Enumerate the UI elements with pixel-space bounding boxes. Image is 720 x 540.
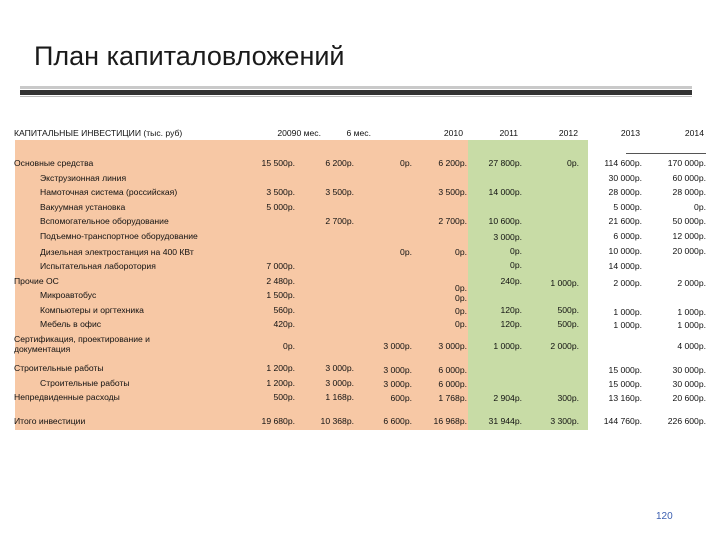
table-cell: 2 000р. [613, 278, 642, 288]
row-label: Основные средства [14, 158, 94, 168]
row-label: Подъемно-транспортное оборудование [40, 231, 198, 241]
table-cell: 120р. [500, 305, 522, 315]
table-cell: 2 000р. [550, 341, 579, 351]
row-label: Вспомогательное оборудование [40, 216, 169, 226]
table-cell: 114 600р. [604, 158, 642, 168]
column-header: 2011 [499, 128, 518, 138]
table-cell: 144 760р. [603, 416, 642, 426]
table-cell: 1 000р. [677, 307, 706, 317]
table-cell: 170 000р. [667, 158, 706, 168]
table-cell: 6 000р. [438, 379, 467, 389]
table-cell: 60 000р. [672, 173, 706, 183]
table-cell: 3 500р. [438, 187, 467, 197]
table-cell: 21 600р. [608, 216, 642, 226]
table-cell: 0р. [455, 283, 467, 293]
table-cell: 600р. [390, 393, 412, 403]
table-cell: 20 000р. [672, 246, 706, 256]
page-number: 120 [656, 511, 673, 522]
row-label: Испытательная лаборотория [40, 261, 156, 271]
table-cell: 420р. [273, 319, 295, 329]
column-header: 2012 [558, 128, 578, 138]
table-cell: 3 500р. [325, 187, 354, 197]
table-cell: 19 680р. [261, 416, 295, 426]
table-cell: 12 000р. [672, 231, 706, 241]
row-label: Строительные работы [40, 378, 130, 388]
table-cell: 16 968р. [433, 416, 467, 426]
table-cell: 226 600р. [667, 416, 706, 426]
table-cell: 50 000р. [672, 216, 706, 226]
table-cell: 3 500р. [266, 187, 295, 197]
table-cell: 20 600р. [672, 393, 706, 403]
column-header: 20090 мес. [277, 128, 321, 138]
table-cell: 6 200р. [325, 158, 354, 168]
table-cell: 500р. [557, 305, 579, 315]
table-cell: 120р. [500, 319, 522, 329]
title-rule-light [20, 86, 692, 89]
table-cell: 1 168р. [325, 392, 354, 402]
row-label: Непредвиденные расходы [14, 392, 120, 402]
row-label: Вакуумная установка [40, 202, 126, 212]
row-label: Намоточная система (российская) [40, 187, 178, 197]
table-cell: 0р. [400, 247, 412, 257]
table-cell: 500р. [273, 392, 295, 402]
table-cell: 300р. [557, 393, 579, 403]
table-cell: 10 600р. [488, 216, 522, 226]
table-cell: 1 500р. [266, 290, 295, 300]
page-title: План капиталовложений [34, 41, 345, 71]
row-label: Сертификация, проектирование и документация [14, 334, 150, 354]
table-cell: 6 000р. [438, 365, 467, 375]
table-cell: 3 000р. [493, 232, 522, 242]
table-cell: 30 000р. [672, 379, 706, 389]
column-header: 2014 [684, 128, 704, 138]
table-cell: 3 000р. [438, 341, 467, 351]
table-cell: 2 480р. [266, 276, 295, 286]
table-cell: 3 000р. [325, 363, 354, 373]
table-cell: 0р. [455, 293, 467, 303]
table-cell: 1 000р. [493, 341, 522, 351]
table-cell: 31 944р. [488, 416, 522, 426]
table-cell: 1 000р. [677, 320, 706, 330]
table-cell: 1 000р. [613, 320, 642, 330]
table-header-label: КАПИТАЛЬНЫЕ ИНВЕСТИЦИИ (тыс. руб) [14, 128, 183, 138]
table-cell: 1 000р. [550, 278, 579, 288]
table-cell: 0р. [400, 158, 412, 168]
table-cell: 500р. [557, 319, 579, 329]
table-cell: 1 200р. [266, 378, 295, 388]
row-label: Итого инвестиции [14, 416, 86, 426]
table-cell: 5 000р. [266, 202, 295, 212]
table-cell: 14 000р. [608, 261, 642, 271]
table-cell: 6 600р. [383, 416, 412, 426]
title-rule-thin [20, 96, 692, 97]
table-cell: 240р. [500, 276, 522, 286]
row-label: Дизельная электростанция на 400 КВт [40, 247, 194, 257]
table-cell: 3 000р. [383, 379, 412, 389]
table-cell: 0р. [567, 158, 579, 168]
row-label: Микроавтобус [40, 290, 97, 300]
row-label: Экструзионная линия [40, 173, 127, 183]
table-cell: 3 000р. [325, 378, 354, 388]
column-header: 2010 [443, 128, 463, 138]
row-label: Строительные работы [14, 363, 104, 373]
table-cell: 2 000р. [677, 278, 706, 288]
table-cell: 0р. [455, 247, 467, 257]
table-cell: 0р. [510, 246, 522, 256]
table-cell: 3 300р. [550, 416, 579, 426]
row-label: Компьютеры и оргтехника [40, 305, 144, 315]
table-cell: 15 000р. [608, 379, 642, 389]
table-cell: 1 000р. [613, 307, 642, 317]
table-cell: 7 000р. [266, 261, 295, 271]
table-cell: 0р. [283, 341, 295, 351]
table-cell: 30 000р. [672, 365, 706, 375]
table-cell: 3 000р. [383, 365, 412, 375]
table-cell: 2 700р. [438, 216, 467, 226]
row-label: Мебель в офис [40, 319, 102, 329]
table-cell: 27 800р. [488, 158, 522, 168]
column-header: 6 мес. [346, 128, 371, 138]
table-cell: 0р. [694, 202, 706, 212]
row-label: Прочие ОС [14, 276, 59, 286]
table-cell: 2 904р. [493, 393, 522, 403]
table-cell: 13 160р. [608, 393, 642, 403]
column-header: 2013 [620, 128, 640, 138]
table-cell: 1 200р. [266, 363, 295, 373]
table-cell: 0р. [455, 306, 467, 316]
table-cell: 15 000р. [608, 365, 642, 375]
column-2014-underline [626, 153, 706, 154]
table-cell: 30 000р. [608, 173, 642, 183]
table-cell: 14 000р. [488, 187, 522, 197]
title-rule-dark [20, 90, 692, 95]
table-cell: 10 000р. [608, 246, 642, 256]
table-cell: 6 000р. [613, 231, 642, 241]
table-cell: 15 500р. [261, 158, 295, 168]
table-cell: 28 000р. [608, 187, 642, 197]
table-cell: 4 000р. [677, 341, 706, 351]
table-cell: 0р. [510, 260, 522, 270]
table-cell: 6 200р. [438, 158, 467, 168]
table-cell: 3 000р. [383, 341, 412, 351]
table-cell: 560р. [273, 305, 295, 315]
table-cell: 5 000р. [613, 202, 642, 212]
table-cell: 1 768р. [438, 393, 467, 403]
table-cell: 28 000р. [672, 187, 706, 197]
table-cell: 10 368р. [320, 416, 354, 426]
table-cell: 2 700р. [325, 216, 354, 226]
table-cell: 0р. [455, 319, 467, 329]
